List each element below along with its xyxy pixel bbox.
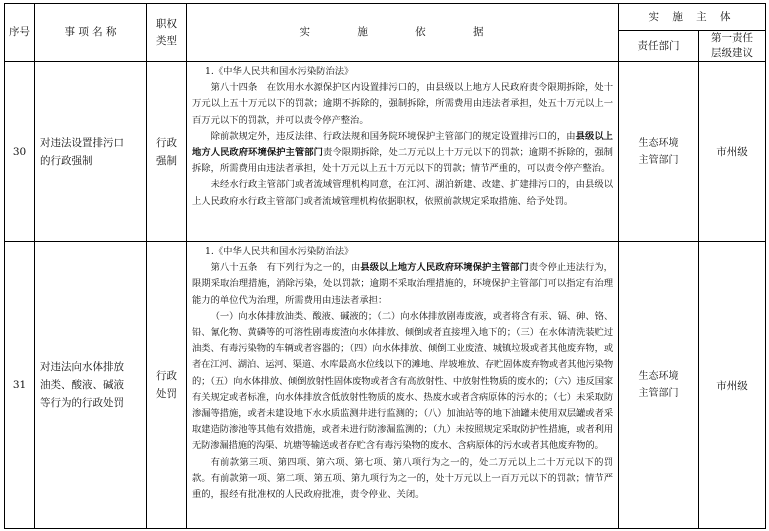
header-seq: 序号 [5, 4, 35, 62]
row-dept [619, 62, 699, 242]
row-power-type-line: 处罚 [156, 388, 177, 400]
basis-law-title: 1.《中华人民共和国水污染防治法》 [205, 66, 354, 77]
header-dept: 责任部门 [619, 31, 699, 62]
basis-law-title: 1.《中华人民共和国水污染防治法》 [205, 246, 354, 257]
basis-paragraph [192, 260, 613, 309]
header-level-line1: 第一责任 [711, 32, 753, 44]
table-row [5, 62, 766, 242]
row-item-name [35, 62, 147, 242]
header-power-type-line1: 职权 [156, 17, 177, 30]
basis-emphasis: 县级以上地方人民政府环境保护主管部门 [360, 262, 529, 274]
row-power-type [147, 242, 187, 529]
header-power-type [147, 4, 187, 62]
header-item-name: 事 项 名 称 [35, 4, 147, 62]
row-item-name-line: 对违法向水体排放 [40, 361, 124, 373]
row-power-type-line: 行政 [156, 136, 177, 149]
row-seq: 30 [5, 62, 35, 242]
row-item-name-line: 等行为的行政处罚 [40, 397, 124, 409]
row-seq: 31 [5, 242, 35, 529]
row-dept-line: 生态环境 [638, 137, 679, 149]
row-power-type [147, 62, 187, 242]
row-level: 市州级 [699, 62, 766, 242]
basis-text: 除前款规定外，违反法律、行政法规和国务院环境保护主管部门的规定设置排污口的，由 [210, 130, 576, 142]
basis-text: 第八十五条 有下列行为之一的，由 [210, 262, 361, 274]
header-level-line2: 层级建议 [711, 47, 753, 59]
row-dept [619, 242, 699, 529]
basis-emphasis: 县级以上地方人民政府环境保护主管部门 [192, 130, 613, 159]
row-basis [187, 62, 619, 242]
row-dept-line: 生态环境 [638, 371, 679, 382]
basis-paragraph: （一）向水体排放油类、酸液、碱液的；（二）向水体排放剧毒废液，或者将含有汞、镉、砷、铬、铅、氰化物、黄磷等的可溶性剧毒废渣向水体排放、倾倒或者直接埋入地下的；（三）在水体清洗装贮过油类、有毒污染物的车辆或者容器的；（四）向水体排放、倾倒工业废渣、城镇垃圾或者其他废弃物，或者在江河、湖泊、运河、渠道、水库最高水位线以下的滩地、岸坡堆放、存贮固体废弃物或者其他污染物的；（五）向水体排放、倾倒放射性固体废物或者含有高放射性、中放射性物质的废水的；（六）违反国家有关规定或者标准，向水体排放含低放射性物质的废水、热废水或者含病原体的污水的；（七）未采取防渗漏等措施，或者未建设地下水水质监测井进行监测的；（八）加油站等的地下油罐未使用双层罐或者采取建造防渗池等其他有效措施，或者未进行防渗漏监测的；（九）未按照规定采取防护性措施，或者利用无防渗漏措施的沟渠、坑塘等输送或者存贮含有毒污染物的废水、含病原体的污水或者其他废弃物的。 [192, 310, 613, 452]
header-level [699, 31, 766, 62]
header-power-type-line2: 类型 [156, 34, 177, 47]
basis-paragraph [192, 129, 613, 178]
row-power-type-line: 行政 [156, 370, 177, 382]
row-dept-line: 主管部门 [638, 388, 679, 399]
row-item-name-line: 的行政强制 [40, 154, 93, 167]
power-list-table [4, 3, 766, 529]
row-item-name-line: 油类、酸液、碱液 [40, 379, 124, 391]
row-power-type-line: 强制 [156, 154, 177, 167]
document-page [4, 3, 765, 528]
row-item-name [35, 242, 147, 529]
basis-paragraph: 未经水行政主管部门或者流域管理机构同意，在江河、湖泊新建、改建、扩建排污口的，由县级以上人民政府水行政主管部门或者流域管理机构依据职权，依照前款规定采取措施、给予处罚。 [192, 179, 613, 207]
header-subject: 实 施 主 体 [619, 4, 766, 31]
row-item-name-line: 对违法设置排污口 [40, 136, 124, 149]
row-basis [187, 242, 619, 529]
basis-paragraph: 有前款第三项、第四项、第六项、第七项、第八项行为之一的，处二万元以上二十万元以下的罚款。有前款第一项、第二项、第五项、第九项行为之一的，处十万元以上一百万元以下的罚款；情节严重的，报经有批准权的人民政府批准，责令停业、关闭。 [192, 456, 613, 501]
basis-text: 责令停止违法行为，限期采取治理措施，消除污染，处以罚款；逾期不采取治理措施的，环境保护主管部门可以指定有治理能力的单位代为治理，所需费用由违法者承担： [192, 262, 613, 306]
basis-text: 责令限期拆除，处二万元以上十万元以下的罚款；逾期不拆除的，强制拆除，所需费用由违法者承担，处十万元以上五十万元以下的罚款；情节严重的，可以责令停产整治。 [192, 147, 613, 175]
header-basis: 实 施 依 据 [187, 4, 619, 62]
basis-paragraph: 第八十四条 在饮用水水源保护区内设置排污口的，由县级以上地方人民政府责令限期拆除，处十万元以上五十万元以下的罚款；逾期不拆除的，强制拆除，所需费用由违法者承担，处五十万元以上一百万元以下的罚款，并可以责令停产整治。 [192, 82, 613, 126]
table-row [5, 242, 766, 529]
row-level: 市州级 [699, 242, 766, 529]
row-dept-line: 主管部门 [638, 154, 679, 166]
